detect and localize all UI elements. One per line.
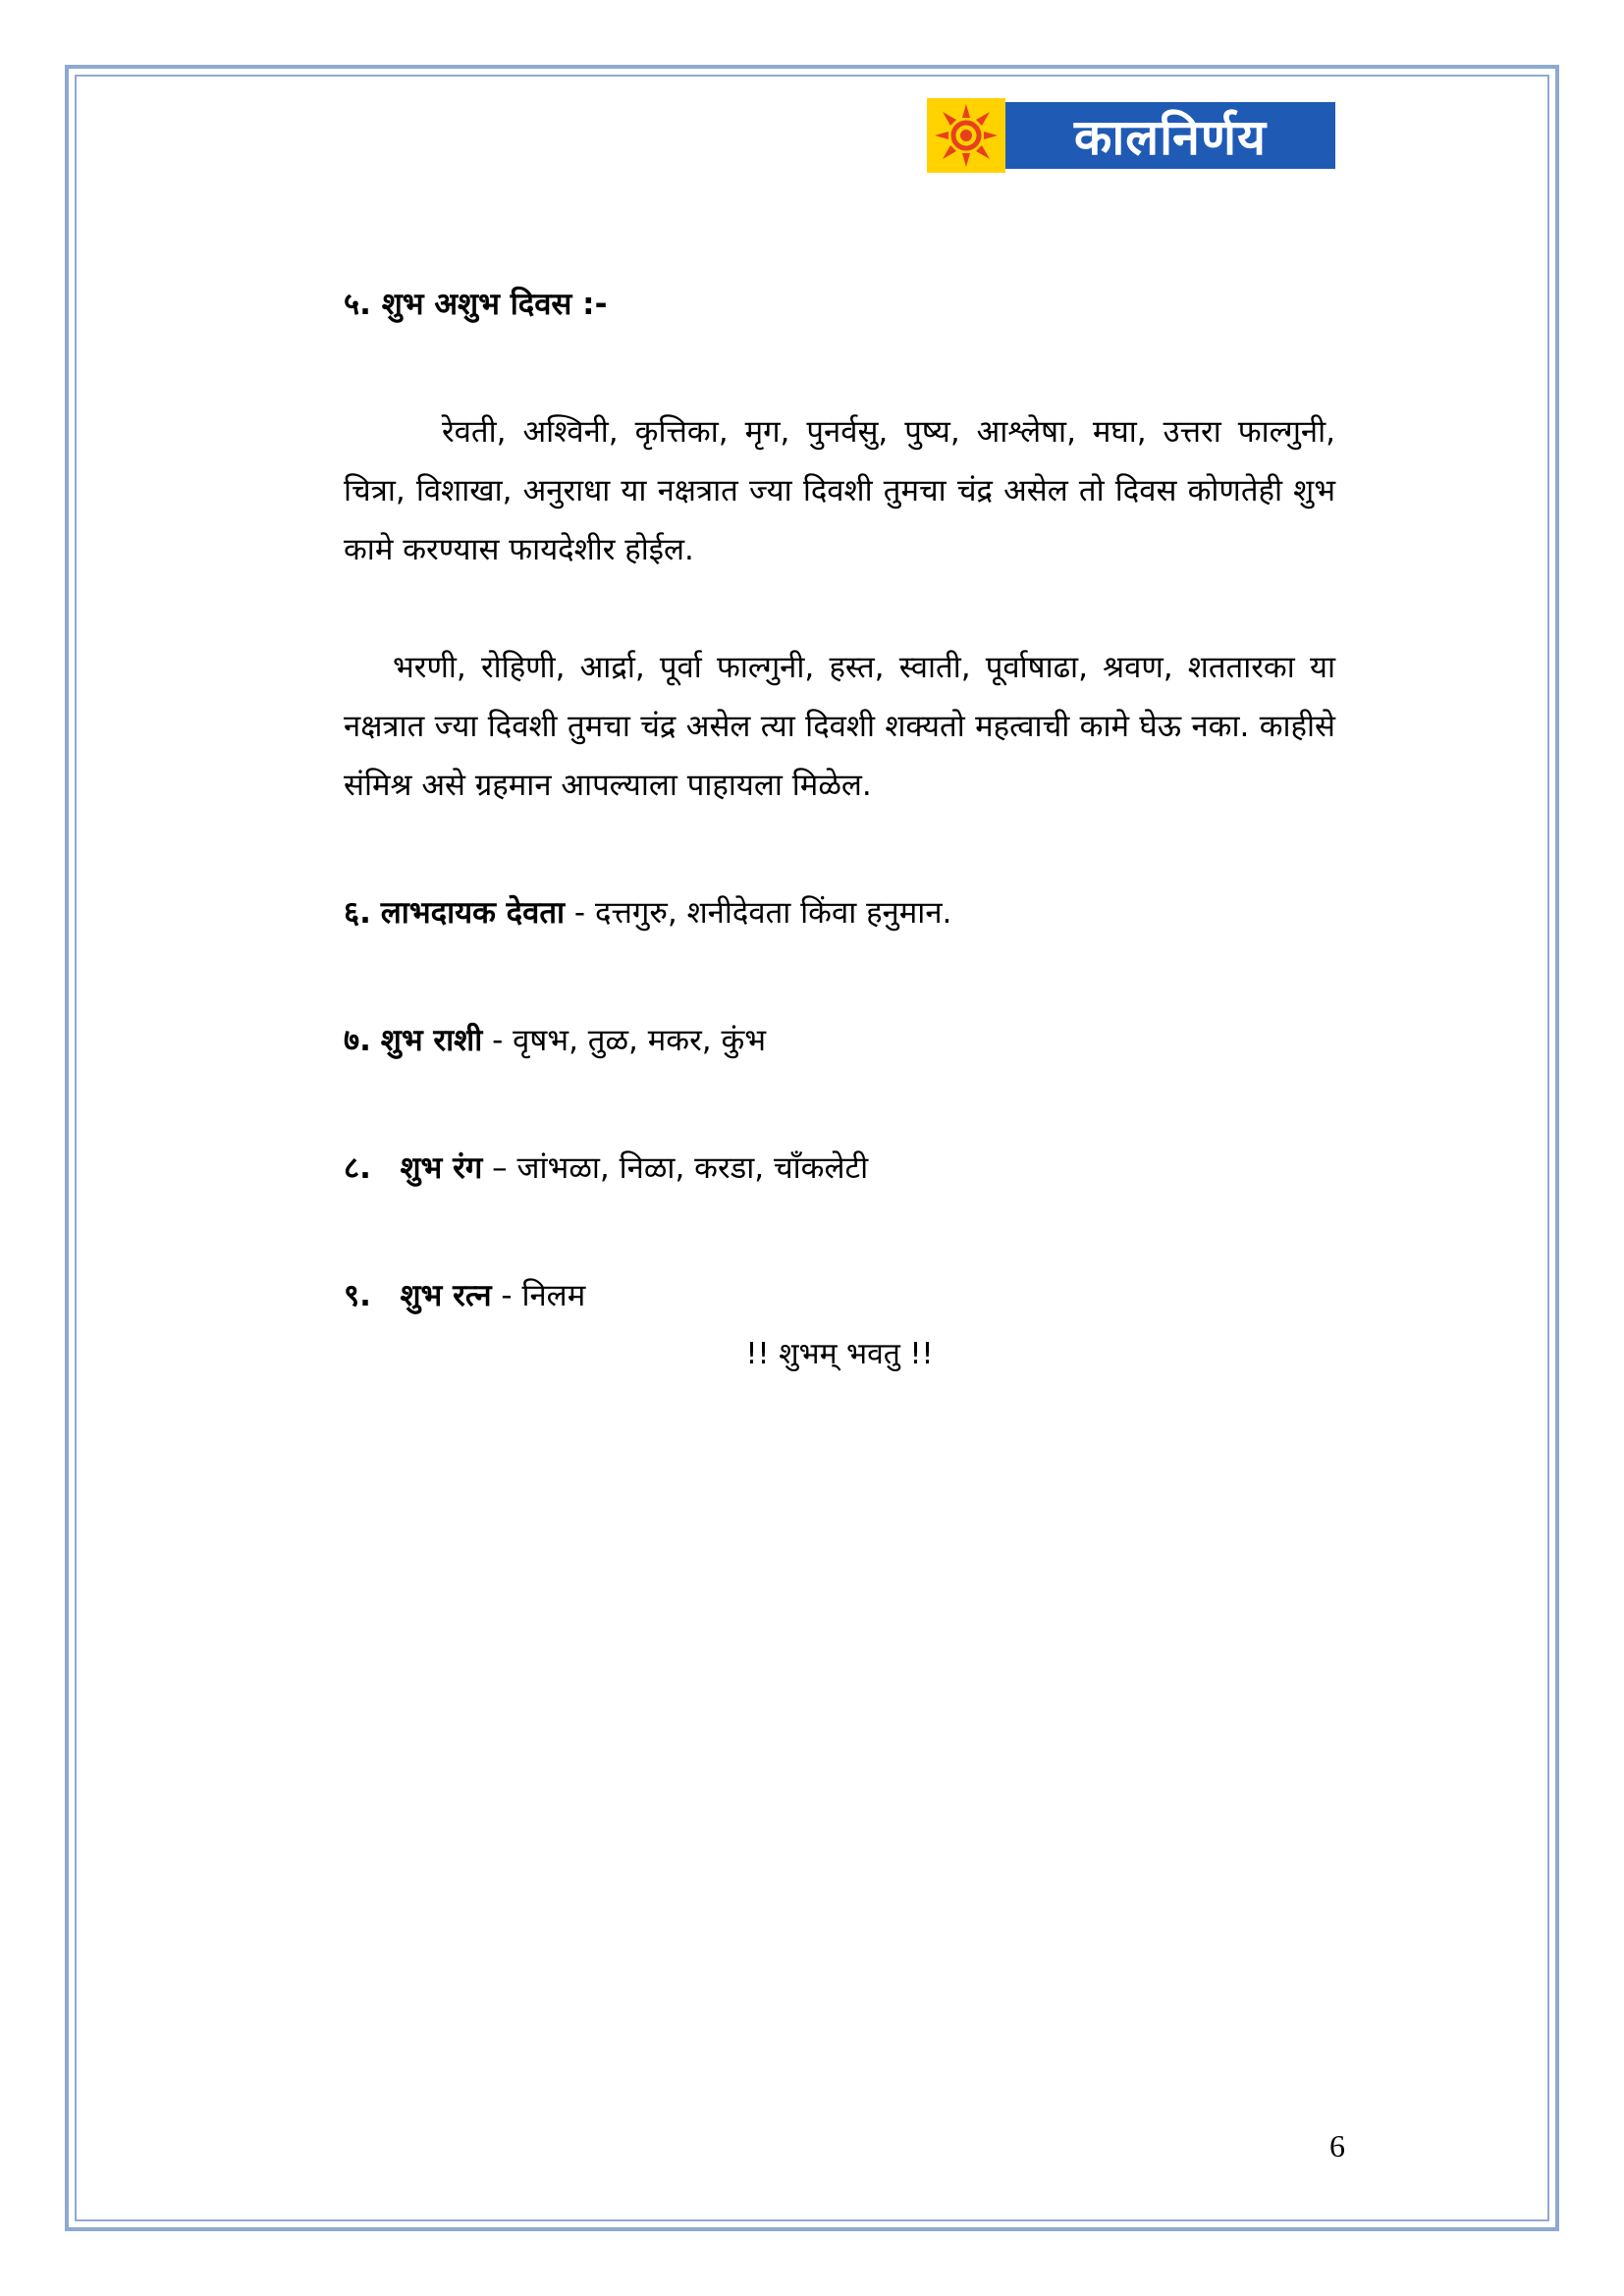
item-value: जांभळा, निळा, करडा, चाँकलेटी — [516, 1150, 869, 1186]
closing-blessing: !! शुभम् भवतु !! — [745, 1337, 934, 1371]
item-deity — [344, 883, 1335, 942]
item-zodiac — [344, 1011, 1335, 1070]
item-value: निलम — [521, 1278, 586, 1313]
item-color — [344, 1139, 1335, 1198]
item-gem — [344, 1266, 1335, 1325]
item-label: शुभ राशी — [380, 1023, 483, 1058]
section-5-paragraph-auspicious: रेवती, अश्विनी, कृत्तिका, मृग, पुनर्वसु, पुष्य, आश्लेषा, मघा, उत्तरा फाल्गुनी, चित्रा, विशाखा, अनुराधा या नक्षत्रात ज्या दिवशी तुमचा चंद्र असेल तो दिवस कोणतेही शुभ कामे करण्यास फायदेशीर होईल. — [344, 414, 1335, 567]
item-label: शुभ रंग — [400, 1150, 483, 1186]
logo-wordmark: कालनिर्णय — [1005, 98, 1335, 173]
item-separator: - — [482, 1023, 514, 1058]
item-separator: - — [491, 1278, 522, 1313]
item-separator: - — [565, 895, 595, 931]
item-separator: – — [482, 1150, 517, 1186]
page-number: 6 — [1329, 2128, 1345, 2163]
document-body — [344, 275, 1335, 1384]
item-label: लाभदायक देवता — [380, 895, 566, 931]
item-label: शुभ रत्न — [400, 1278, 492, 1313]
item-value: दत्तगुरु, शनीदेवता किंवा हनुमान. — [594, 895, 952, 931]
item-number: ९. — [344, 1278, 371, 1313]
item-number: ६. — [344, 895, 371, 931]
kalnirnay-logo — [927, 98, 1335, 173]
section-5-paragraph-inauspicious: भरणी, रोहिणी, आर्द्रा, पूर्वा फाल्गुनी, हस्त, स्वाती, पूर्वाषाढा, श्रवण, शततारका या नक्षत्रात ज्या दिवशी तुमचा चंद्र असेल त्या दिवशी शक्यतो महत्वाची कामे घेऊ नका. काहीसे संमिश्र असे ग्रहमान आपल्याला पाहायला मिळेल. — [344, 650, 1335, 803]
sun-icon — [927, 98, 1005, 173]
section-5-heading: ५. शुभ अशुभ दिवस :- — [344, 287, 608, 322]
item-number: ७. — [344, 1023, 371, 1058]
item-value: वृषभ, तुळ, मकर, कुंभ — [513, 1023, 767, 1058]
item-number: ८. — [344, 1150, 371, 1186]
